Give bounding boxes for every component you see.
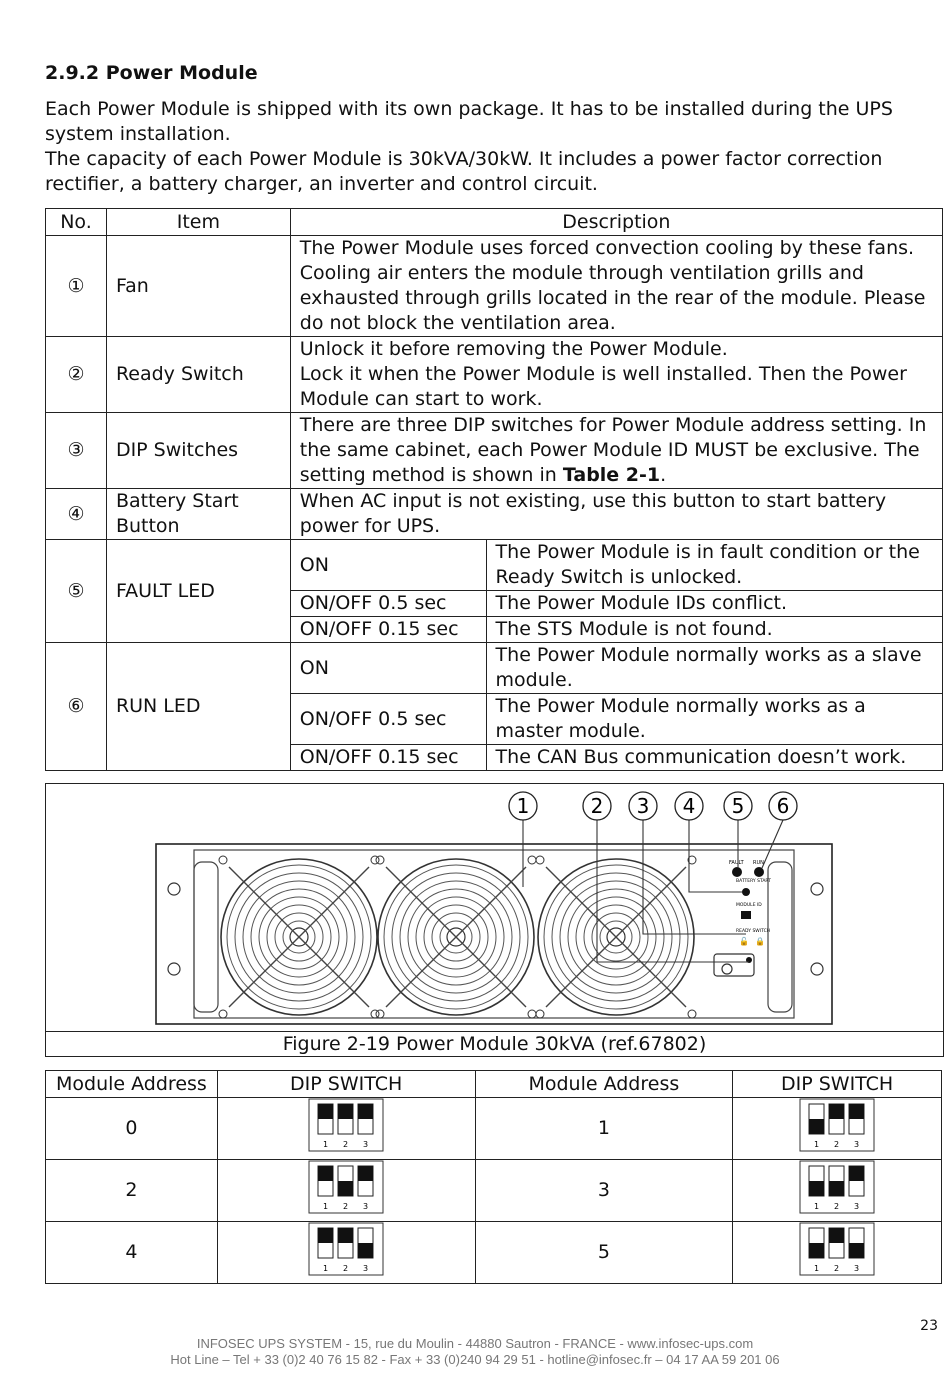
dip-knob <box>318 1228 333 1243</box>
dip-switch-cell <box>217 1222 475 1284</box>
intro-text <box>45 97 945 197</box>
table-row <box>46 236 943 337</box>
intro-paragraph-1: Each Power Module is shipped with its own package. It has to be installed during the UPS system installation. <box>45 98 893 145</box>
dip-number: 3 <box>363 1202 369 1211</box>
dip-knob <box>829 1181 844 1196</box>
table-row <box>46 643 943 694</box>
dip-switch-icon <box>799 1098 875 1159</box>
svg-text:READY SWITCH: READY SWITCH <box>736 929 771 934</box>
dip-number: 3 <box>854 1140 860 1149</box>
svg-text:🔒: 🔒 <box>755 937 765 946</box>
table-row <box>46 337 943 413</box>
power-module-drawing <box>46 784 943 1031</box>
module-address: 1 <box>475 1098 733 1160</box>
header-dip-switch: DIP SWITCH <box>217 1071 475 1098</box>
item-name: RUN LED <box>106 643 290 771</box>
svg-text:3: 3 <box>636 794 650 818</box>
led-state: ON <box>290 540 486 591</box>
dip-switch-icon <box>308 1160 384 1221</box>
item-number: ② <box>46 337 107 413</box>
led-meaning: The Power Module is in fault condition or the Ready Switch is unlocked. <box>486 540 942 591</box>
dip-knob <box>358 1243 373 1258</box>
item-name: DIP Switches <box>106 413 290 489</box>
led-meaning: The Power Module IDs conflict. <box>486 591 942 617</box>
battery-start-button-icon <box>742 888 750 896</box>
dip-number: 3 <box>363 1140 369 1149</box>
figure-caption: Figure 2-19 Power Module 30kVA (ref.67802) <box>282 1033 707 1055</box>
intro-paragraph-2: The capacity of each Power Module is 30kVA/30kW. It includes a power factor correction rectifier, a battery charger, an inverter and control circuit. <box>45 148 883 195</box>
footer-address: INFOSEC UPS SYSTEM - 15, rue du Moulin - 44880 Sautron - FRANCE - www.infosec-ups.com <box>196 1336 754 1351</box>
desc-text: There are three DIP switches for Power Module address setting. In the same cabinet, each Power Module ID MUST be exclusive. The setting method is shown in <box>299 414 927 486</box>
dip-switch-icon <box>308 1222 384 1283</box>
figure-frame <box>45 783 944 1057</box>
run-led-icon <box>754 867 764 877</box>
dip-knob <box>849 1166 864 1181</box>
dip-number: 1 <box>814 1264 820 1273</box>
dip-knob <box>849 1104 864 1119</box>
dip-knob <box>829 1104 844 1119</box>
item-name: FAULT LED <box>106 540 290 643</box>
dip-number: 3 <box>854 1202 860 1211</box>
fault-led-icon <box>732 867 742 877</box>
item-name: Battery Start Button <box>106 489 290 540</box>
table-row <box>46 540 943 591</box>
items-table <box>45 208 943 771</box>
dip-number: 2 <box>343 1264 349 1273</box>
header-item: Item <box>106 209 290 236</box>
dip-knob <box>318 1104 333 1119</box>
dip-number: 1 <box>323 1264 329 1273</box>
dip-knob <box>809 1119 824 1134</box>
footer-contact: Hot Line – Tel + 33 (0)2 40 76 15 82 - Fax + 33 (0)240 94 29 51 - hotline@infosec.fr – 04 17 AA 59 201 06 <box>170 1352 780 1367</box>
header-description: Description <box>290 209 942 236</box>
item-description: Unlock it before removing the Power Module. Lock it when the Power Module is well installed. Then the Power Module can start to work. <box>290 337 942 413</box>
module-address: 4 <box>46 1222 218 1284</box>
item-number: ① <box>46 236 107 337</box>
item-name: Ready Switch <box>106 337 290 413</box>
module-address: 3 <box>475 1160 733 1222</box>
dip-number: 3 <box>363 1264 369 1273</box>
dip-number: 3 <box>854 1264 860 1273</box>
desc-end: . <box>660 464 667 486</box>
dip-switch-icon <box>308 1098 384 1159</box>
table-row <box>46 1098 942 1160</box>
module-address-table <box>45 1070 942 1284</box>
page-number: 23 <box>920 1318 938 1334</box>
item-name: Fan <box>106 236 290 337</box>
dip-number: 1 <box>814 1140 820 1149</box>
dip-number: 2 <box>343 1140 349 1149</box>
svg-text:2: 2 <box>590 794 604 818</box>
dip-knob <box>338 1104 353 1119</box>
dip-knob <box>338 1181 353 1196</box>
item-number: ⑥ <box>46 643 107 771</box>
module-address: 2 <box>46 1160 218 1222</box>
dip-switch-cell <box>217 1160 475 1222</box>
dip-number: 1 <box>323 1140 329 1149</box>
dip-switch-icon <box>741 911 751 919</box>
dip-switch-cell <box>733 1098 942 1160</box>
header-module-address: Module Address <box>46 1071 218 1098</box>
dip-number: 2 <box>834 1202 840 1211</box>
item-number: ④ <box>46 489 107 540</box>
table-row <box>46 489 943 540</box>
dip-number: 1 <box>323 1202 329 1211</box>
led-meaning: The STS Module is not found. <box>486 617 942 643</box>
led-state: ON/OFF 0.15 sec <box>290 617 486 643</box>
svg-text:4: 4 <box>682 794 696 818</box>
svg-text:MODULE ID: MODULE ID <box>736 903 762 908</box>
dip-switch-cell <box>217 1098 475 1160</box>
dip-knob <box>809 1181 824 1196</box>
dip-knob <box>358 1104 373 1119</box>
section-heading: 2.9.2 Power Module <box>45 62 258 84</box>
dip-number: 2 <box>834 1140 840 1149</box>
led-meaning: The Power Module normally works as a master module. <box>486 694 942 745</box>
item-description: When AC input is not existing, use this button to start battery power for UPS. <box>290 489 942 540</box>
led-state: ON/OFF 0.5 sec <box>290 694 486 745</box>
dip-switch-icon <box>799 1160 875 1221</box>
svg-text:FAULT: FAULT <box>729 860 744 866</box>
dip-knob <box>318 1166 333 1181</box>
item-number: ⑤ <box>46 540 107 643</box>
table-row <box>46 1160 942 1222</box>
table-reference: Table 2-1 <box>562 464 661 486</box>
svg-text:6: 6 <box>776 794 790 818</box>
svg-text:5: 5 <box>731 794 745 818</box>
svg-text:RUN: RUN <box>753 860 764 866</box>
item-description <box>290 413 942 489</box>
dip-knob <box>338 1228 353 1243</box>
led-meaning: The Power Module normally works as a slave module. <box>486 643 942 694</box>
dip-number: 2 <box>834 1264 840 1273</box>
table-row <box>46 413 943 489</box>
item-number: ③ <box>46 413 107 489</box>
dip-switch-cell <box>733 1160 942 1222</box>
header-no: No. <box>46 209 107 236</box>
svg-text:1: 1 <box>516 794 530 818</box>
table-row <box>46 1222 942 1284</box>
led-state: ON <box>290 643 486 694</box>
dip-switch-icon <box>799 1222 875 1283</box>
item-description: The Power Module uses forced convection cooling by these fans. Cooling air enters the module through ventilation grills and exhausted through grills located in the rear of the module. Please do not block the ventilation area. <box>290 236 942 337</box>
led-state: ON/OFF 0.15 sec <box>290 745 486 771</box>
dip-knob <box>849 1243 864 1258</box>
header-dip-switch: DIP SWITCH <box>733 1071 942 1098</box>
svg-text:BATTERY START: BATTERY START <box>736 879 771 884</box>
led-state: ON/OFF 0.5 sec <box>290 591 486 617</box>
dip-number: 2 <box>343 1202 349 1211</box>
module-address: 5 <box>475 1222 733 1284</box>
led-meaning: The CAN Bus communication doesn’t work. <box>486 745 942 771</box>
svg-text:🔓: 🔓 <box>739 937 749 946</box>
module-address: 0 <box>46 1098 218 1160</box>
dip-knob <box>809 1243 824 1258</box>
dip-knob <box>829 1228 844 1243</box>
dip-switch-cell <box>733 1222 942 1284</box>
dip-knob <box>358 1166 373 1181</box>
dip-number: 1 <box>814 1202 820 1211</box>
header-module-address: Module Address <box>475 1071 733 1098</box>
